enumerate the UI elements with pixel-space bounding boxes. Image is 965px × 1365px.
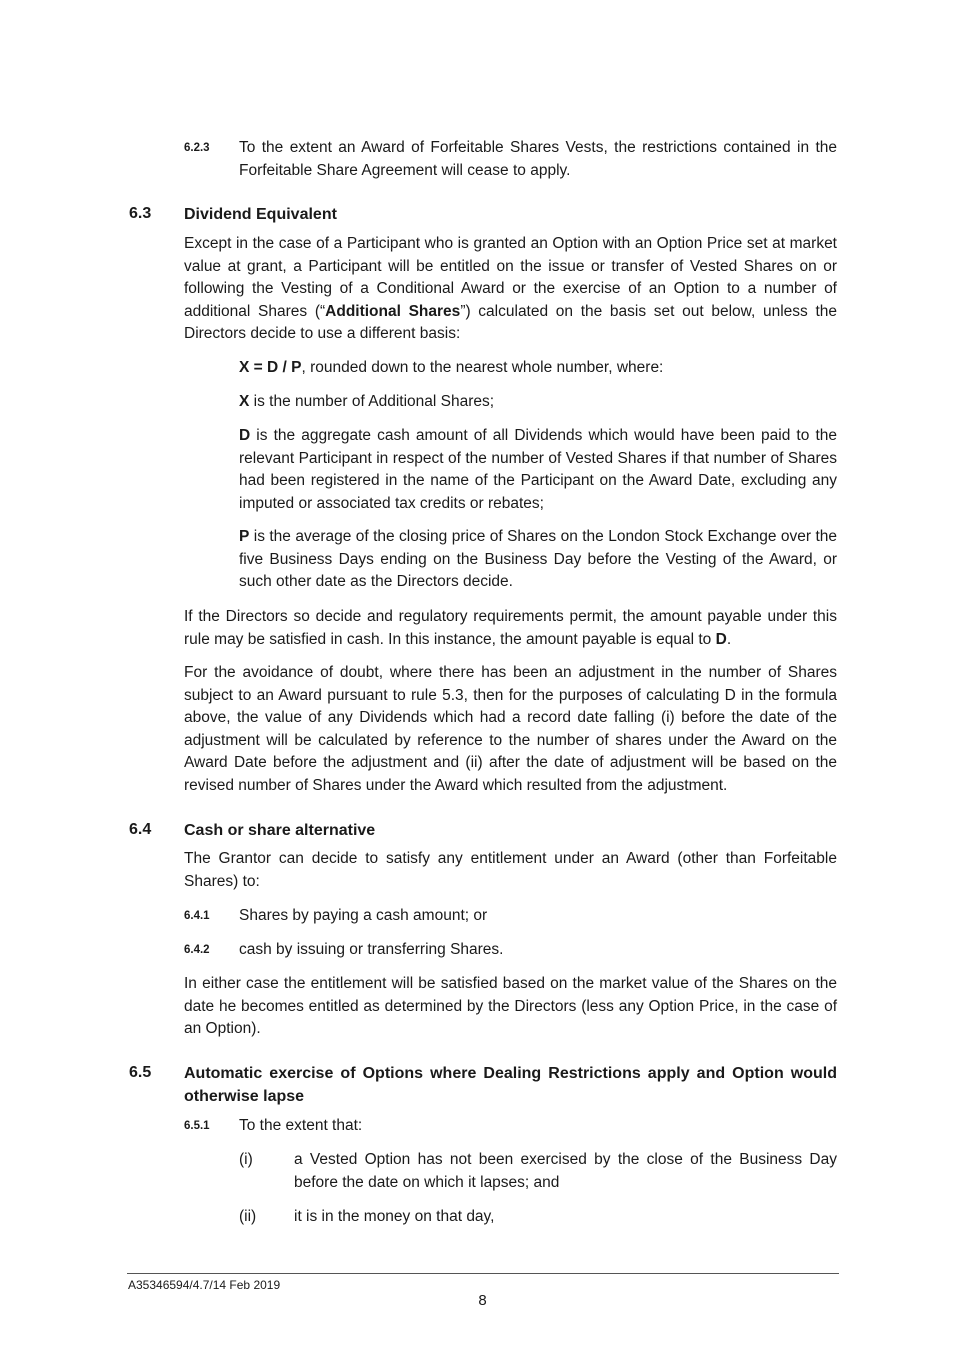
definition-p: P is the average of the closing price of Shares on the London Stock Exchange over the five Business Days ending on the Business Day before the Vesting of the Award, or such other date as the Directors decide. xyxy=(239,528,837,590)
cash-share-intro: The Grantor can decide to satisfy any entitlement under an Award (other than Forfeitable Shares) to: xyxy=(184,850,837,890)
item-number-ii: (ii) xyxy=(239,1208,257,1225)
clause-6-2-3-text: To the extent an Award of Forfeitable Shares Vests, the restrictions contained in the Forfeitable Share Agreement will cease to apply. xyxy=(239,139,837,179)
section-number-6-5: 6.5 xyxy=(129,1064,152,1081)
formula: X = D / P xyxy=(239,359,302,376)
item-ii-text: it is in the money on that day, xyxy=(294,1208,495,1225)
clause-number-6-4-2: 6.4.2 xyxy=(184,944,210,956)
definition-x: X is the number of Additional Shares; xyxy=(239,393,495,410)
clause-6-5-1-text: To the extent that: xyxy=(239,1117,363,1134)
section-heading-dividend-equivalent: Dividend Equivalent xyxy=(184,206,337,223)
page-number: 8 xyxy=(478,1292,487,1309)
defined-term-additional-shares: Additional Shares xyxy=(325,302,461,320)
footer-divider xyxy=(127,1273,839,1274)
section-heading-automatic-exercise: Automatic exercise of Options where Dealing Restrictions apply and Option would otherwise lapse xyxy=(184,1065,837,1105)
dividend-intro-paragraph: Except in the case of a Participant who is granted an Option with an Option Price set at market value at grant, a Participant will be entitled on the issue or transfer of Vested Shares on or following the Vesting of a Conditional Award or the exercise of an Option to a number of additional Shares (“Additional Shares”) calculated on the basis set out below, unless the Directors decide to use a different basis: xyxy=(184,235,838,342)
cash-share-closing: In either case the entitlement will be satisfied based on the market value of the Shares on the date he becomes entitled as determined by the Directors (less any Option Price, in the case of an Option). xyxy=(184,975,837,1037)
definition-d: D is the aggregate cash amount of all Dividends which would have been paid to the relevant Participant in respect of the number of Vested Shares if that number of Shares had been registered in the name of the Participant on the Award Date, excluding any imputed or associated tax credits or rebates; xyxy=(239,427,837,512)
section-number-6-4: 6.4 xyxy=(129,821,152,838)
section-heading-cash-or-share-alternative: Cash or share alternative xyxy=(184,822,376,839)
item-i-text: a Vested Option has not been exercised by the close of the Business Day before the date on which it lapses; and xyxy=(294,1151,837,1191)
clause-6-4-2-text: cash by issuing or transferring Shares. xyxy=(239,941,504,958)
item-number-i: (i) xyxy=(239,1151,253,1168)
formula-line: X = D / P, rounded down to the nearest whole number, where: xyxy=(239,359,664,376)
clause-6-4-1-text: Shares by paying a cash amount; or xyxy=(239,907,488,924)
clause-number-6-4-1: 6.4.1 xyxy=(184,910,210,922)
section-number-6-3: 6.3 xyxy=(129,205,152,222)
clause-number-6-2-3: 6.2.3 xyxy=(184,142,210,154)
clause-number-6-5-1: 6.5.1 xyxy=(184,1120,210,1132)
document-reference: A35346594/4.7/14 Feb 2019 xyxy=(128,1278,281,1292)
cash-settlement-paragraph: If the Directors so decide and regulatory requirements permit, the amount payable under this rule may be satisfied in cash. In this instance, the amount payable is equal to D. xyxy=(184,608,837,648)
avoidance-of-doubt-paragraph: For the avoidance of doubt, where there has been an adjustment in the number of Shares subject to an Award pursuant to rule 5.3, then for the purposes of calculating D in the formula above, the value of any Dividends which had a record date falling (i) before the date of the adjustment will be calculated by reference to the number of shares under the Award on the Award Date before the adjustment and (ii) after the date of adjustment will be based on the revised number of Shares under the Award which resulted from the adjustment. xyxy=(184,664,837,794)
